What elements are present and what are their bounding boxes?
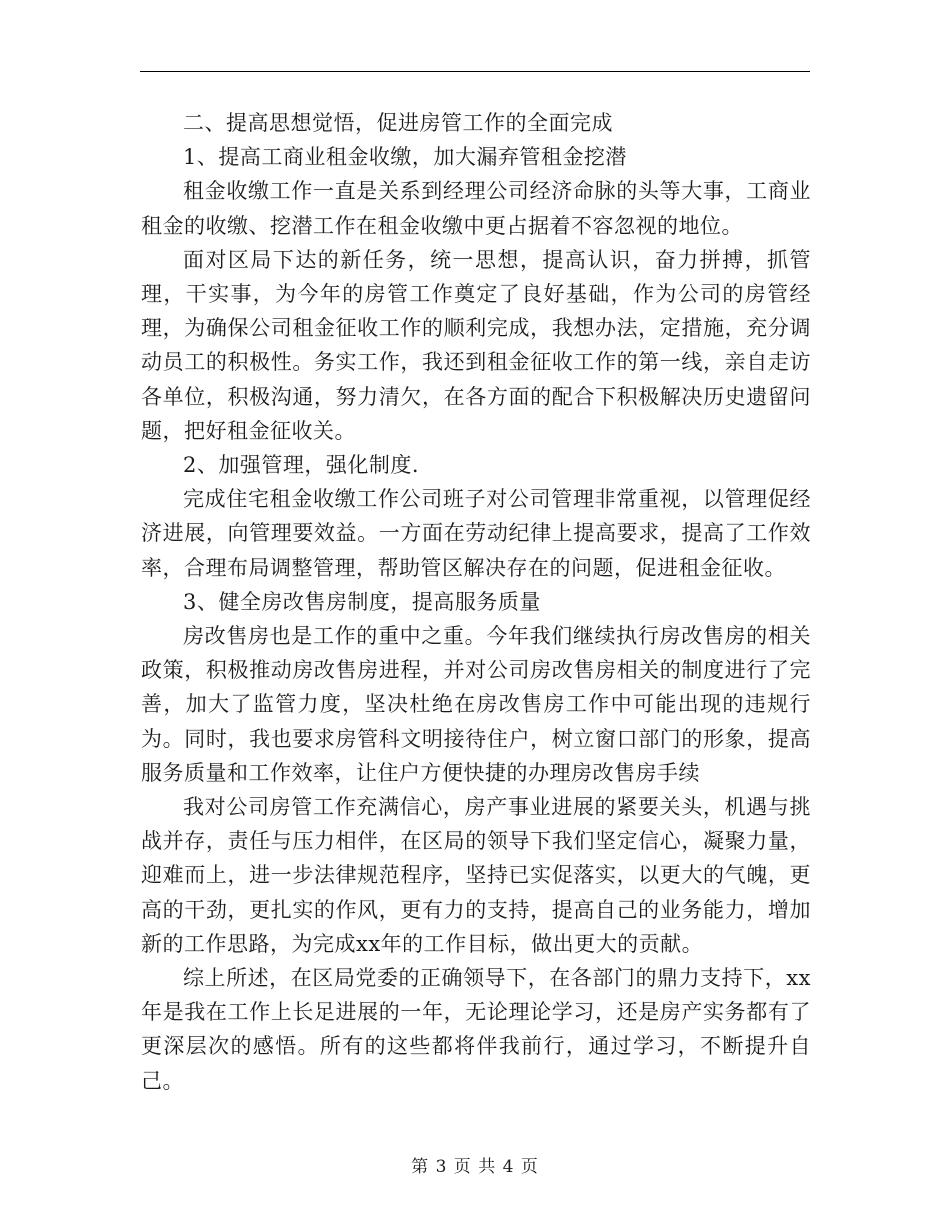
document-body xyxy=(141,106,811,1098)
subsection-heading-3: 3、健全房改售房制度，提高服务质量 xyxy=(183,589,541,614)
subsection-heading-2: 2、加强管理，强化制度. xyxy=(183,453,420,478)
page-number-footer: 第 3 页 共 4 页 xyxy=(411,1157,539,1177)
body-paragraph: 我对公司房管工作充满信心，房产事业进展的紧要关头，机遇与挑战并存，责任与压力相伴，在区局的领导下我们坚定信心，凝聚力量，迎难而上，进一步法律规范程序，坚持已实促落实，以更大的气魄，更高的干劲，更扎实的作风，更有力的支持，提高自己的业务能力，增加新的工作思路，为完成xx年的工作目标，做出更大的贡献。 xyxy=(141,795,811,956)
conclusion-paragraph: 综上所述，在区局党委的正确领导下，在各部门的鼎力支持下，xx年是我在工作上长足进展的一年，无论理论学习，还是房产实务都有了更深层次的感悟。所有的这些都将伴我前行，通过学习，不断提升自己。 xyxy=(141,966,811,1093)
section-heading: 二、提高思想觉悟，促进房管工作的全面完成 xyxy=(183,111,613,135)
subsection-heading-1: 1、提高工商业租金收缴，加大漏弃管租金挖潜 xyxy=(183,145,627,170)
body-paragraph: 房改售房也是工作的重中之重。今年我们继续执行房改售房的相关政策，积极推动房改售房进程，并对公司房改售房相关的制度进行了完善，加大了监管力度，坚决杜绝在房改售房工作中可能出现的违规行为。同时，我也要求房管科文明接待住户，树立窗口部门的形象，提高服务质量和工作效率，让住户方便快捷的办理房改售房手续 xyxy=(141,624,811,785)
body-paragraph: 完成住宅租金收缴工作公司班子对公司管理非常重视，以管理促经济进展，向管理要效益。一方面在劳动纪律上提高要求，提高了工作效率，合理布局调整管理，帮助管区解决存在的问题，促进租金征收。 xyxy=(141,487,811,580)
header-rule xyxy=(140,71,810,72)
body-paragraph: 租金收缴工作一直是关系到经理公司经济命脉的头等大事，工商业租金的收缴、挖潜工作在租金收缴中更占据着不容忽视的地位。 xyxy=(141,179,811,238)
body-paragraph: 面对区局下达的新任务，统一思想，提高认识，奋力拼搏，抓管理，干实事，为今年的房管工作奠定了良好基础，作为公司的房管经理，为确保公司租金征收工作的顺利完成，我想办法，定措施，充分调动员工的积极性。务实工作，我还到租金征收工作的第一线，亲自走访各单位，积极沟通，努力清欠，在各方面的配合下积极解决历史遗留问题，把好租金征收关。 xyxy=(141,247,811,443)
